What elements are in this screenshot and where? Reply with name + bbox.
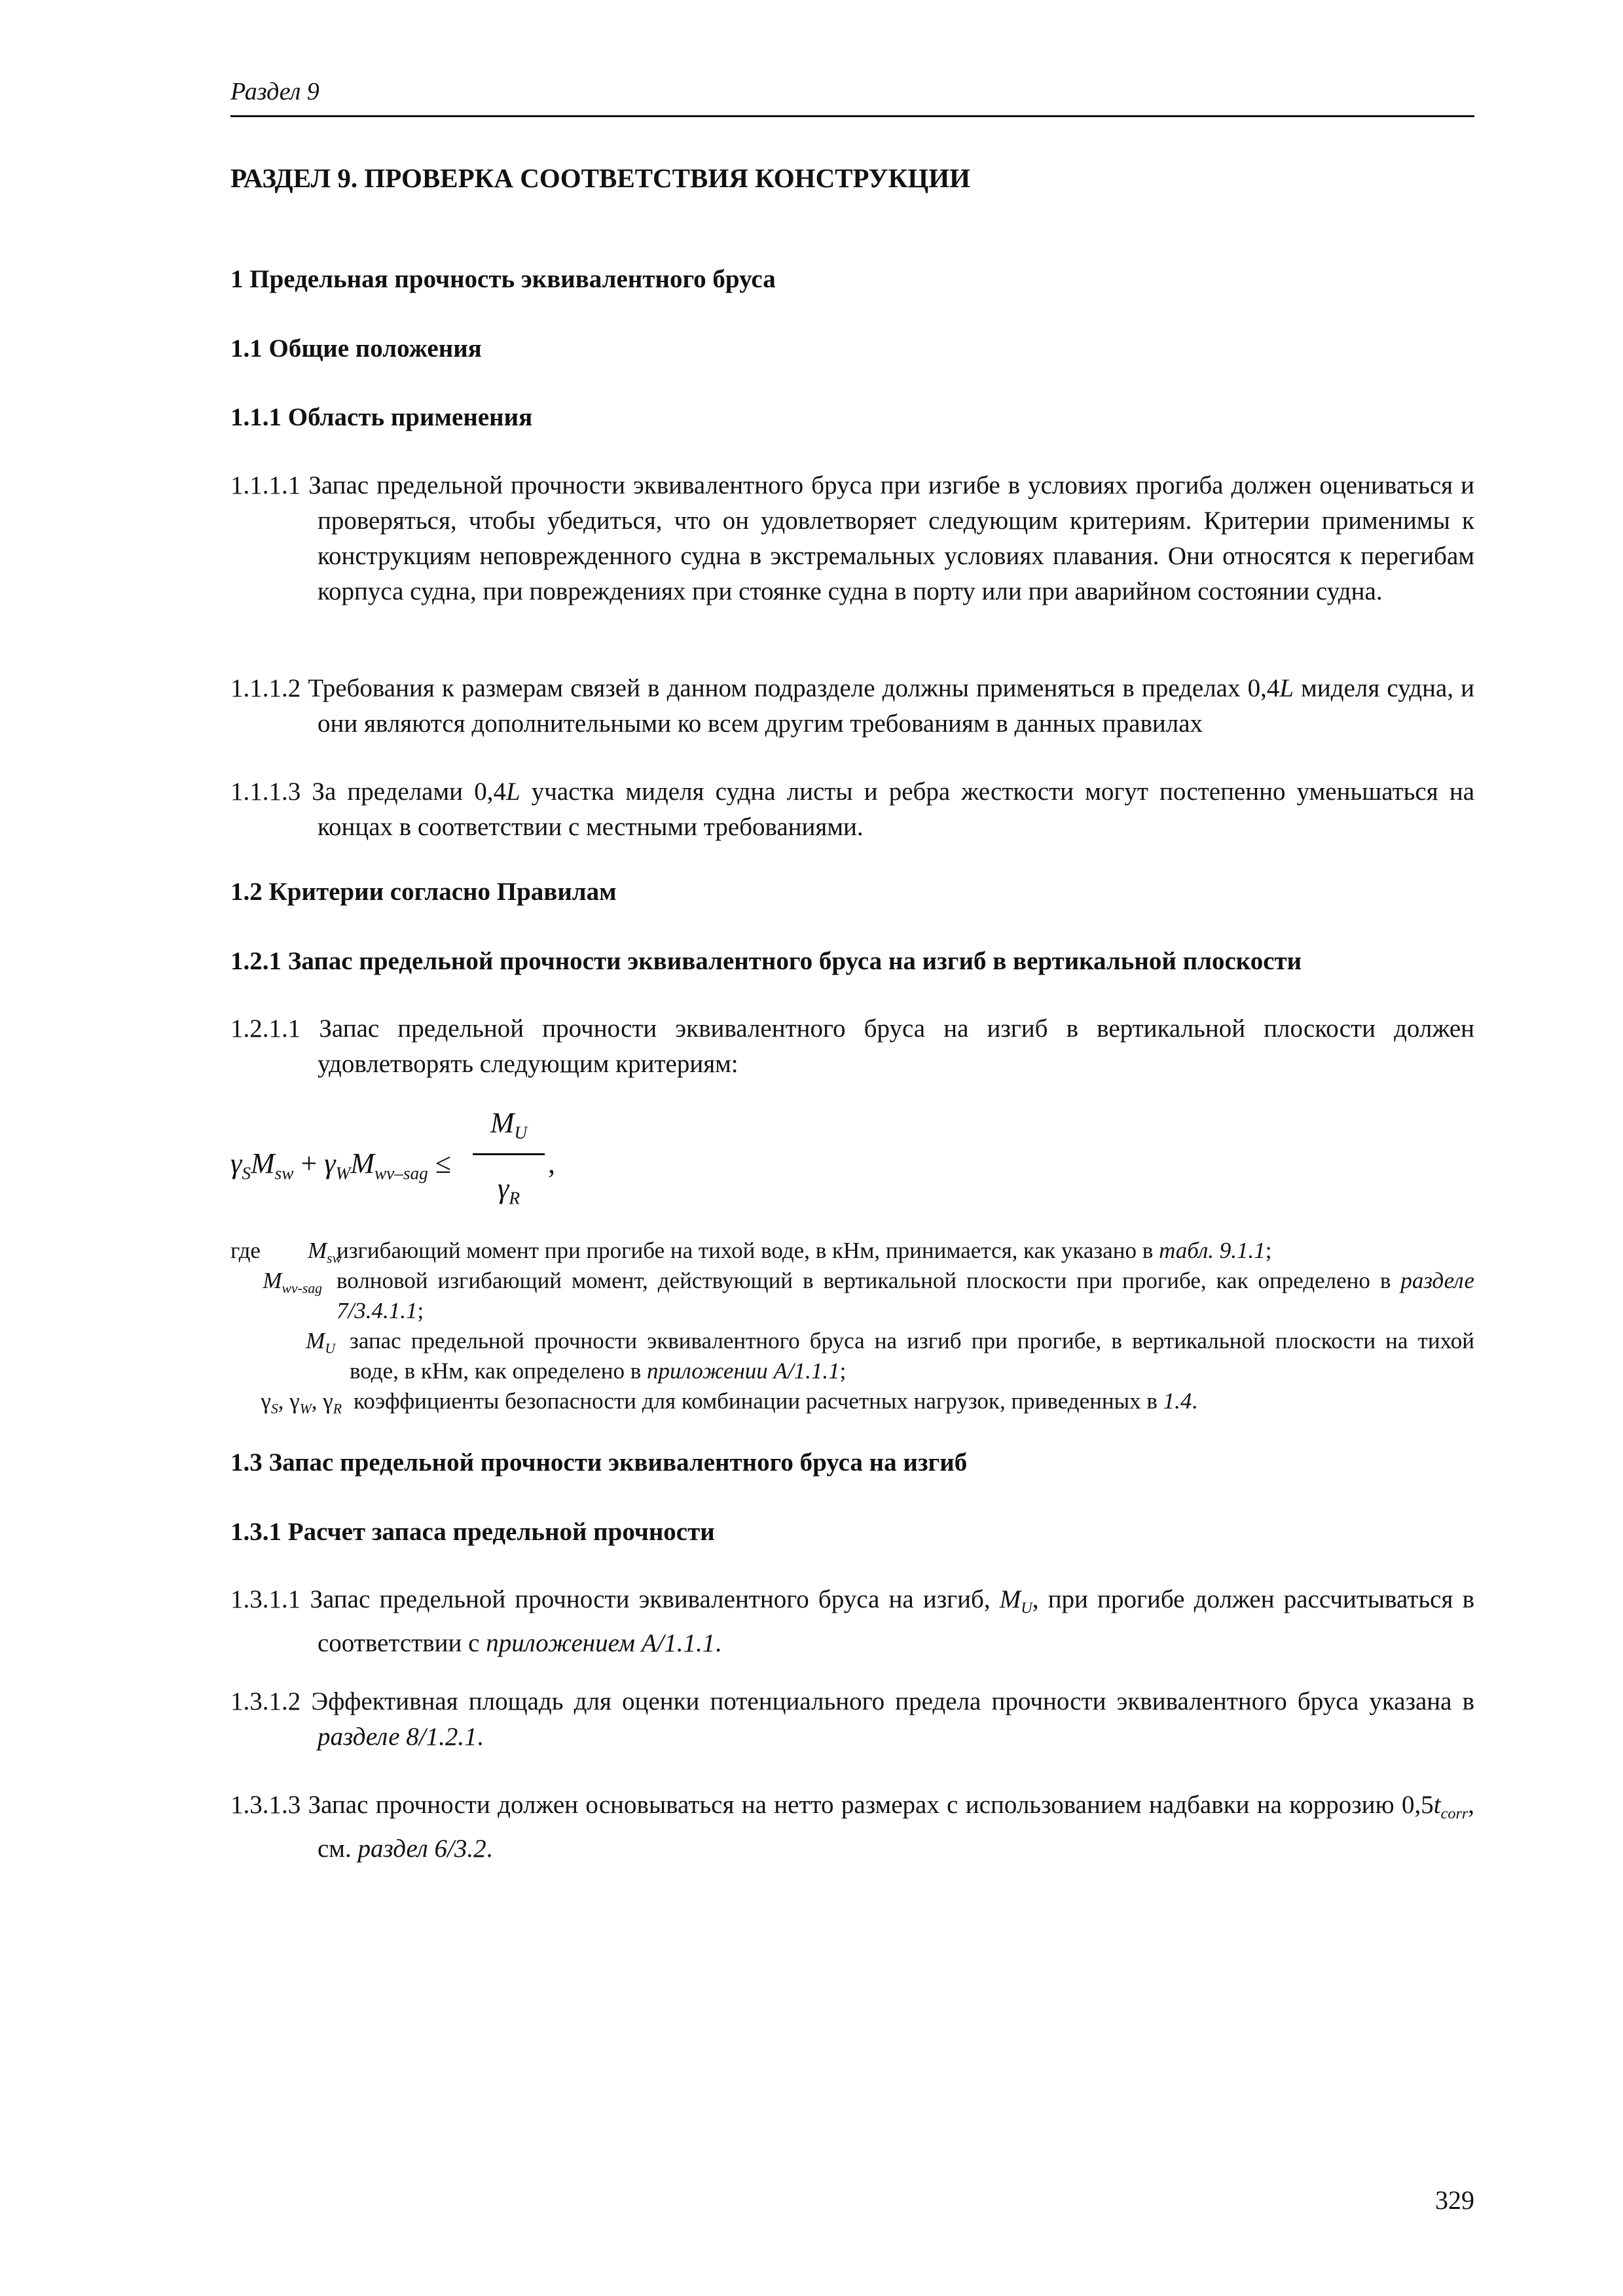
para-text: Запас предельной прочности эквивалентного бруса на изгиб в вертикальной плоскости должен удовлетворять следующим критериям: <box>318 1014 1474 1078</box>
reference: раздел 6/3.2 <box>357 1835 486 1863</box>
definition-gammas <box>230 1386 1474 1416</box>
para-number: 1.1.1.3 <box>230 778 301 806</box>
paragraph-1-1-1-3 <box>230 774 1474 845</box>
page-number: 329 <box>1435 2185 1474 2215</box>
para-number: 1.1.1.1 <box>230 471 301 499</box>
para-number: 1.3.1.3 <box>230 1791 301 1819</box>
paragraph-1-1-1-2 <box>230 671 1474 742</box>
formula-lhs: $\gamma_SM_{sw} + \gamma_WM_{wv-sag}$ ≤ <box>230 1147 451 1183</box>
heading-1-2: 1.2 Критерии согласно Правилам <box>230 878 617 906</box>
para-text-cont: , при прогибе должен рассчитываться в соответствии с <box>318 1585 1474 1658</box>
para-text: Запас прочности должен основываться на нетто размерах с использованием надбавки на коррозию 0,5 <box>308 1791 1434 1819</box>
paragraph-1-3-1-1: 1.3.1.1 Запас предельной прочности эквивалентного бруса на изгиб, $M_U$, при прогибе должен рассчитываться в соответствии с приложением А/1.1.1. <box>230 1585 1474 1658</box>
para-text-cont: миделя судна, и они являются дополнительными ко всем другим требованиям в данных правилах <box>318 674 1475 738</box>
formula-comma: , <box>548 1147 555 1179</box>
formula-denominator: $\gamma_R$ <box>498 1172 520 1208</box>
paragraph-1-1-1-1 <box>230 468 1474 609</box>
para-text-cont: участка миделя судна листы и ребра жесткости могут постепенно уменьшаться на концах в соответствии с местными требованиями. <box>318 778 1475 841</box>
para-text: Запас предельной прочности эквивалентного бруса на изгиб, <box>310 1585 1000 1613</box>
reference: разделе 8/1.2.1 <box>318 1723 477 1751</box>
heading-1-1-1: 1.1.1 Область применения <box>230 403 533 431</box>
para-number: 1.2.1.1 <box>230 1014 301 1043</box>
reference: приложением А/1.1.1 <box>486 1629 716 1658</box>
header-rule <box>230 115 1474 117</box>
definition-msw <box>230 1236 1474 1266</box>
definition-text: коэффициенты безопасности для комбинации расчетных нагрузок, приведенных в 1.4. <box>354 1388 1198 1414</box>
heading-1-2-1: 1.2.1 Запас предельной прочности эквивалентного бруса на изгиб в вертикальной плоскости <box>230 947 1302 975</box>
para-number: 1.3.1.1 <box>230 1585 301 1613</box>
para-text: Требования к размерам связей в данном подразделе должны применяться в пределах 0,4 <box>308 674 1280 702</box>
symbol-msw: $M_{sw}$ <box>307 1238 342 1266</box>
para-number: 1.3.1.2 <box>230 1687 301 1715</box>
paragraph-1-3-1-2: 1.3.1.2 Эффективная площадь для оценки потенциального предела прочности эквивалентного бруса указана в разделе 8/1.2.1. <box>230 1687 1475 1751</box>
fraction-bar <box>473 1153 545 1155</box>
symbol-mwv-sag: $M_{wv-sag}$ <box>263 1268 322 1297</box>
definition-text: волновой изгибающий момент, действующий в вертикальной плоскости при прогибе, как определено в разделе 7/3.4.1.1; <box>337 1268 1474 1323</box>
para-text: Запас предельной прочности эквивалентного бруса при изгибе в условиях прогиба должен оцениваться и проверяться, чтобы убедиться, что он удовлетворяет следующим критериям. Критерии применимы к конструкциям неповрежденного судна в экстремальных условиях плавания. Они относятся к перегибам корпуса судна, при повреждениях при стоянке судна в порту или при аварийном состоянии судна. <box>308 471 1475 605</box>
where-label: где <box>230 1238 261 1263</box>
variable-M: M <box>999 1585 1021 1613</box>
paragraph-1-3-1-3: 1.3.1.3 Запас прочности должен основываться на нетто размерах с использованием надбавки на коррозию $0,5t_{corr}$, см. раздел 6/3.2. <box>230 1791 1475 1863</box>
symbol-mu: $M_U$ <box>306 1328 335 1357</box>
criteria-formula <box>230 1106 689 1237</box>
heading-1-3-1: 1.3.1 Расчет запаса предельной прочности <box>230 1518 715 1546</box>
para-number: 1.1.1.2 <box>230 674 301 702</box>
section-title: РАЗДЕЛ 9. ПРОВЕРКА СООТВЕТСТВИЯ КОНСТРУКЦИИ <box>230 163 971 193</box>
formula-numerator: $M_U$ <box>490 1107 528 1143</box>
variable-L: L <box>1279 674 1294 702</box>
definition-text: изгибающий момент при прогибе на тихой воде, в кНм, принимается, как указано в табл. 9.1.1; <box>337 1238 1272 1263</box>
symbol-gammas: $\gamma_S$, $\gamma_W$, $\gamma_R$ <box>261 1388 342 1417</box>
definition-mu <box>230 1326 1474 1386</box>
para-text: За пределами 0,4 <box>312 778 506 806</box>
heading-1-1: 1.1 Общие положения <box>230 334 482 363</box>
variable-t: t <box>1433 1791 1441 1819</box>
variable-L: L <box>505 778 520 806</box>
definition-mwv-sag <box>230 1266 1474 1326</box>
heading-1-3: 1.3 Запас предельной прочности эквивалентного бруса на изгиб <box>230 1448 968 1477</box>
definition-text: запас предельной прочности эквивалентного бруса на изгиб при прогибе, в вертикальной плоскости на тихой воде, в кНм, как определено в приложении А/1.1.1; <box>350 1328 1474 1384</box>
running-head: Раздел 9 <box>230 78 319 105</box>
heading-1: 1 Предельная прочность эквивалентного бруса <box>230 265 776 293</box>
para-text: Эффективная площадь для оценки потенциального предела прочности эквивалентного бруса указана в <box>311 1687 1475 1715</box>
paragraph-1-2-1-1 <box>230 1011 1474 1082</box>
